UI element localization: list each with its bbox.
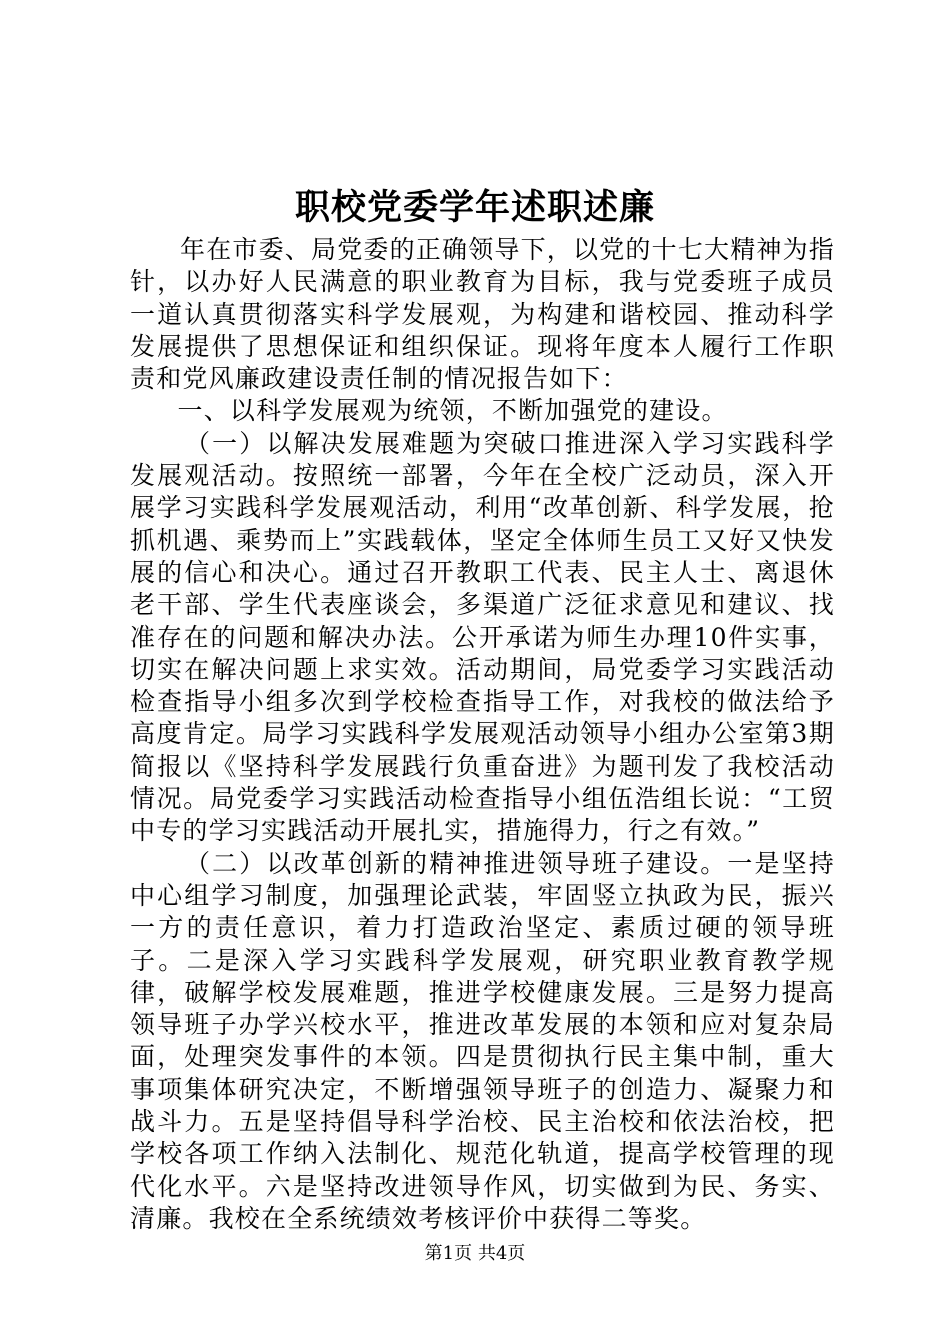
paragraph-intro: 年在市委、局党委的正确领导下，以党的十七大精神为指针，以办好人民满意的职业教育为目标，我与党委班子成员一道认真贯彻落实科学发展观，为构建和谐校园、推动科学发展提供了思想保证和组织保证。现将年度本人履行工作职责和党风廉政建设责任制的情况报告如下： [130, 235, 836, 394]
document-body [130, 234, 835, 1235]
page-footer: 第1页 共4页 [424, 1243, 526, 1264]
paragraph-subsection-1: （一）以解决发展难题为突破口推进深入学习实践科学发展观活动。按照统一部署，今年在全校广泛动员，深入开展学习实践科学发展观活动，利用“改革创新、科学发展，抢抓机遇、乘势而上”实践载体，坚定全体师生员工又好又快发展的信心和决心。通过召开教职工代表、民主人士、离退休老干部、学生代表座谈会，多渠道广泛征求意见和建议、找准存在的问题和解决办法。公开承诺为师生办理10件实事，切实在解决问题上求实效。活动期间，局党委学习实践活动检查指导小组多次到学校检查指导工作，对我校的做法给予高度肯定。局学习实践科学发展观活动领导小组办公室第3期简报以《坚持科学发展践行负重奋进》为题刊发了我校活动情况。局党委学习实践活动检查指导小组伍浩组长说：“工贸中专的学习实践活动开展扎实，措施得力，行之有效。” [130, 428, 835, 846]
section-heading: 一、以科学发展观为统领，不断加强党的建设。 [177, 396, 728, 426]
paragraph-subsection-2: （二）以改革创新的精神推进领导班子建设。一是坚持中心组学习制度，加强理论武装，牢固竖立执政为民，振兴一方的责任意识，着力打造政治坚定、素质过硬的领导班子。二是深入学习实践科学发展观，研究职业教育教学规律，破解学校发展难题，推进学校健康发展。三是努力提高领导班子办学兴校水平，推进改革发展的本领和应对复杂局面，处理突发事件的本领。四是贯彻执行民主集中制，重大事项集体研究决定，不断增强领导班子的创造力、凝聚力和战斗力。五是坚持倡导科学治校、民主治校和依法治校，把学校各项工作纳入法制化、规范化轨道，提高学校管理的现代化水平。六是坚持改进领导作风，切实做到为民、务实、清廉。我校在全系统绩效考核评价中获得二等奖。 [130, 848, 835, 1233]
document-title: 职校党委学年述职述廉 [294, 187, 655, 228]
